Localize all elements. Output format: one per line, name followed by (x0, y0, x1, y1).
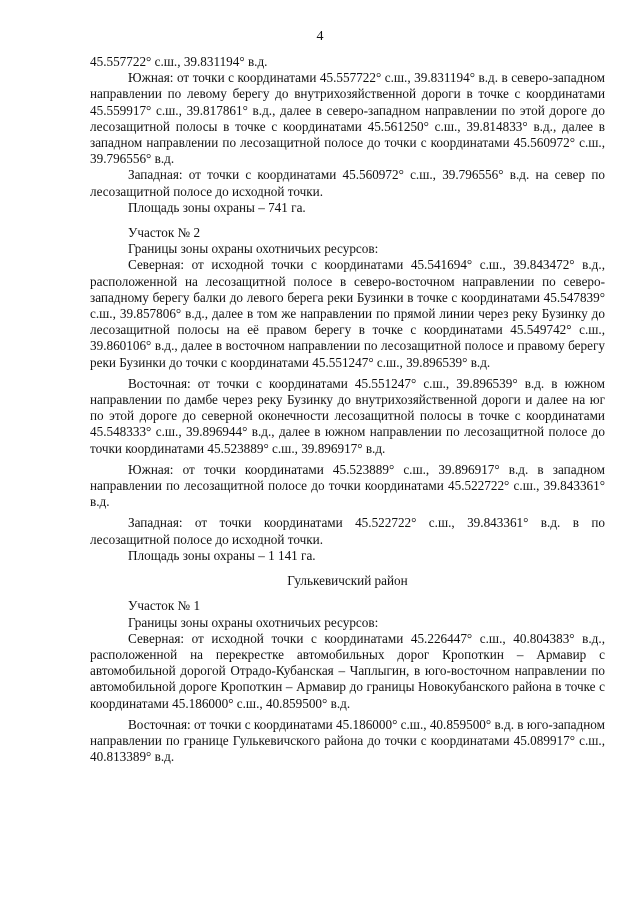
paragraph: Восточная: от точки с координатами 45.551247° с.ш., 39.896539° в.д. в южном направлении по дамбе через реку Бузинку до внутрихозяйственной дороги и далее на юг по этой дороге до северной оконечности лесозащитной полосы в точке с координатами 45.548333° с.ш., 39.896944° в.д., далее в южном направлении по лесозащитной полосе до точки координатами 45.523889° с.ш., 39.896917° в.д. (90, 375, 605, 456)
paragraph: 45.557722° с.ш., 39.831194° в.д. (90, 54, 268, 69)
paragraph: Участок № 1 (128, 598, 201, 614)
paragraph: Южная: от точки координатами 45.523889° с.ш., 39.896917° в.д. в западном направлении по лесозащитной полосе до точки координатами 45.522722° с.ш., 39.843361° в.д. (90, 461, 605, 510)
paragraph: Восточная: от точки с координатами 45.186000° с.ш., 40.859500° в.д. в юго-западном направлении по границе Гулькевичского района до точки с координатами 45.089917° с.ш., 40.813389° в.д. (90, 716, 605, 765)
paragraph: Северная: от исходной точки с координатами 45.541694° с.ш., 39.843472° в.д., расположенной на лесозащитной полосе в северо-восточном направлении по северо-западному берегу балки до левого берега реки Бузинки в точке с координатами 45.547839° с.ш., 39.857806° в.д., далее в том же направлении по прямой линии через реку Бузинку до лесозащитной полосы на её правом берегу в точке с координатами 45.549742° с.ш., 39.860106° в.д., далее в восточном направлении по лесозащитной полосе и правому берегу реки Бузинки до точки с координатами 45.551247° с.ш., 39.896539° в.д. (90, 257, 605, 370)
paragraph: Площадь зоны охраны – 741 га. (128, 199, 306, 215)
paragraph: Участок № 2 (128, 225, 201, 241)
paragraph: Северная: от исходной точки с координатами 45.226447° с.ш., 40.804383° в.д., расположенной на перекрестке автомобильных дорог Кропоткин – Армавир с автомобильной дорогой Отрадо-Кубанская – Чаплыгин, в юго-восточном направлении по автомобильной дороге Кропоткин – Армавир до границы Новокубанского района в точке с координатами 45.186000° с.ш., 40.859500° в.д. (90, 630, 605, 711)
paragraph: Западная: от точки координатами 45.522722° с.ш., 39.843361° в.д. в по лесозащитной полосе до исходной точки. (90, 515, 605, 547)
paragraph: Западная: от точки с координатами 45.560972° с.ш., 39.796556° в.д. на север по лесозащитной полосе до исходной точки. (90, 167, 605, 199)
paragraph: Южная: от точки с координатами 45.557722° с.ш., 39.831194° в.д. в северо-западном направлении по левому берегу до внутрихозяйственной дороги в точке с координатами 45.559917° с.ш., 39.817861° в.д., далее в северо-западном направлении по этой дороге до лесозащитной полосы в точке с координатами 45.561250° с.ш., 39.814833° в.д., далее в западном направлении по лесозащитной полосе до точки с координатами 45.560972° с.ш., 39.796556° в.д. (90, 70, 605, 167)
page-number: 4 (316, 29, 324, 44)
section-heading: Гулькевичский район (287, 573, 408, 589)
paragraph: Площадь зоны охраны – 1 141 га. (128, 547, 316, 563)
paragraph: Границы зоны охраны охотничьих ресурсов: (128, 614, 379, 630)
paragraph: Границы зоны охраны охотничьих ресурсов: (128, 241, 379, 257)
document-body (90, 54, 605, 765)
